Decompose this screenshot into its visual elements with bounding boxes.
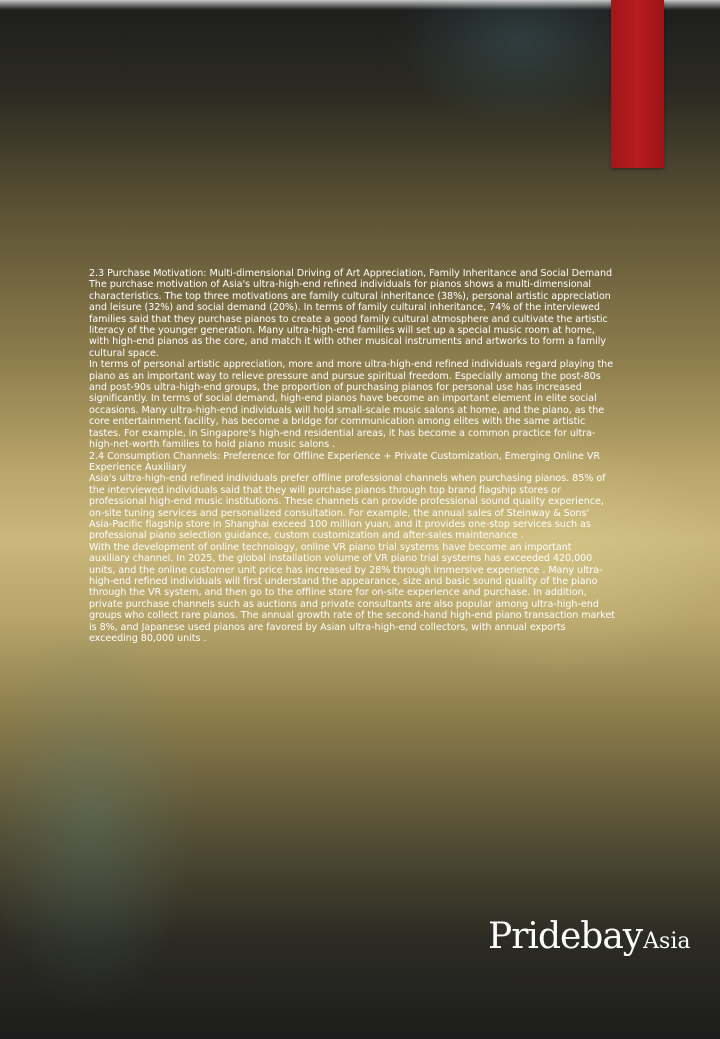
section-2-4-heading: 2.4 Consumption Channels: Preference for Offline Experience + Private Customization, Emerging Online VR Experience Auxiliary [89,450,601,473]
section-2-4-paragraph-1: Asia's ultra-high-end refined individuals prefer offline professional channels when purchasing pianos. 85% of the interviewed individuals said that they will purchase pianos through top brand flagship stores or professional high-end music institutions. These channels can provide professional sound quality experience, on-site tuning services and personalized consultation. For example, the annual sales of Steinway & Sons' Asia-Pacific flagship store in Shanghai exceed 100 million yuan, and it provides one-stop services such as professional piano selection guidance, custom customization and after-sales maintenance . [89,473,606,542]
logo-main-text: Pridebay [488,916,643,957]
pridebay-asia-logo [488,912,691,972]
section-2-3-paragraph-1: The purchase motivation of Asia's ultra-high-end refined individuals for pianos shows a multi-dimensional characteristics. The top three motivations are family cultural inheritance (38%), personal artistic appreciation and leisure (32%) and social demand (20%). In terms of family cultural inheritance, 74% of the interviewed families said that they purchase pianos to create a good family cultural atmosphere and cultivate the artistic literacy of the younger generation. Many ultra-high-end families will set up a special music room at home, with high-end pianos as the core, and match it with other musical instruments and artworks to form a family cultural space. [89,279,611,359]
section-2-4-paragraph-2: With the development of online technology, online VR piano trial systems have become an important auxiliary channel. In 2025, the global installation volume of VR piano trial systems has exceeded 420,000 units, and the online customer unit price has increased by 28% through immersive experience . Many ultra-high-end refined individuals will first understand the appearance, size and basic sound quality of the piano through the VR system, and then go to the offline store for on-site experience and purchase. In addition, private purchase channels such as auctions and private consultants are also popular among ultra-high-end groups who collect rare pianos. The annual growth rate of the second-hand high-end piano transaction market is 8%, and Japanese used pianos are favored by Asian ultra-high-end collectors, with annual exports exceeding 80,000 units . [89,541,616,644]
body-text [89,268,615,644]
logo-suffix-text: Asia [643,929,691,954]
section-2-3-paragraph-2: In terms of personal artistic appreciation, more and more ultra-high-end refined individuals regard playing the piano as an important way to relieve pressure and pursue spiritual freedom. Especially among the post-80s and post-90s ultra-high-end groups, the proportion of purchasing pianos for personal use has increased significantly. In terms of social demand, high-end pianos have become an important element in elite social occasions. Many ultra-high-end individuals will hold small-scale music salons at home, and the piano, as the core entertainment facility, has become a bridge for communication among elites with the same artistic tastes. For example, in Singapore's high-end residential areas, it has become a common practice for ultra-high-net-worth families to hold piano music salons . [89,359,614,451]
section-2-3-heading: 2.3 Purchase Motivation: Multi-dimensional Driving of Art Appreciation, Family Inheritance and Social Demand [89,268,613,279]
red-bookmark-ribbon [611,0,664,168]
